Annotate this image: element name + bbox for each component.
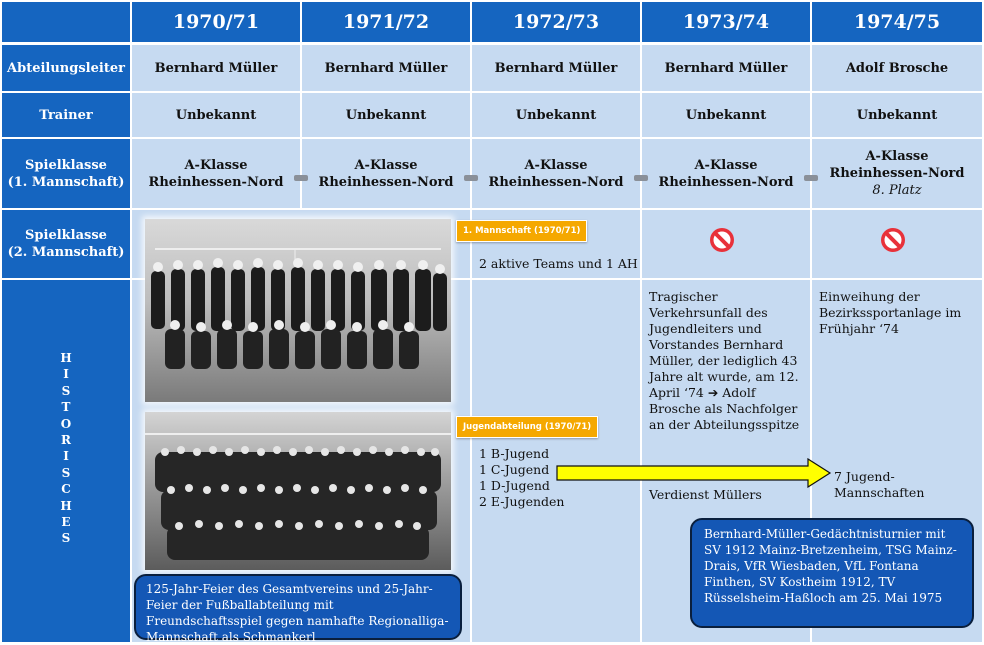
abteilungsleiter-1970: Bernhard Müller <box>132 45 300 91</box>
vertical-letter: H <box>60 498 72 513</box>
vertical-letter: S <box>61 383 71 398</box>
season-header-1973: 1973/74 <box>642 2 810 42</box>
no-entry-icon <box>709 227 735 253</box>
season-header-1971: 1971/72 <box>302 2 470 42</box>
liga-line: A-Klasse <box>354 157 418 173</box>
feier-callout <box>134 574 462 644</box>
continuation-dash <box>804 175 818 181</box>
tag-jugendabteilung: Jugendabteilung (1970/71) <box>456 416 598 438</box>
unfall-text: Tragischer Verkehrsunfall des Jugendleiters und Vorstandes Bernhard Müller, der lediglich 43 Jahre alt wurde, am 12. April ‘74 ➔ Adolf Brosche als Nachfolger an der Abteilungsspitze <box>649 289 800 432</box>
row-label-spielklasse-2 <box>2 210 130 278</box>
youth-photo-image <box>145 412 451 570</box>
trainer-1971: Unbekannt <box>302 93 470 137</box>
liga-line: A-Klasse <box>694 157 758 173</box>
trainer-1974: Unbekannt <box>812 93 982 137</box>
youth-photo <box>145 412 451 570</box>
season-header-1972: 1972/73 <box>472 2 640 42</box>
liga-line: A-Klasse <box>524 157 588 173</box>
vertical-letter: H <box>60 351 72 365</box>
spielklasse1-1971 <box>302 139 470 208</box>
jugend-list-item: 1 C-Jugend <box>479 462 550 477</box>
trainer-1973: Unbekannt <box>642 93 810 137</box>
verdienst-text: Verdienst Müllers <box>649 487 762 502</box>
jugend-mannschaften-text: 7 Jugend-Mannschaften <box>834 469 925 500</box>
turnier-callout <box>690 518 974 628</box>
liga-line: Rheinhessen-Nord <box>318 174 454 190</box>
abteilungsleiter-1971: Bernhard Müller <box>302 45 470 91</box>
vertical-letter: C <box>61 482 71 497</box>
teams-text: 2 aktive Teams und 1 AH <box>479 256 638 271</box>
corner-cell <box>2 2 130 42</box>
spielklasse1-1972 <box>472 139 640 208</box>
continuation-dash <box>294 175 308 181</box>
no-entry-icon <box>880 227 906 253</box>
row-label-abteilungsleiter: Abteilungsleiter <box>2 45 130 91</box>
vertical-letter: R <box>61 433 71 448</box>
vertical-letter: E <box>61 515 71 530</box>
vertical-letter: S <box>61 465 71 480</box>
spielklasse1-1974 <box>812 139 982 208</box>
liga-line: A-Klasse <box>184 157 248 173</box>
vertical-letter: T <box>61 400 71 415</box>
row-label-line: Spielklasse <box>25 157 107 173</box>
trainer-1970: Unbekannt <box>132 93 300 137</box>
row-label-trainer: Trainer <box>2 93 130 137</box>
abteilungsleiter-1973: Bernhard Müller <box>642 45 810 91</box>
historisches-vertical-label <box>58 350 74 547</box>
continuation-dash <box>464 175 478 181</box>
row-label-spielklasse-1 <box>2 139 130 208</box>
jugend-list-item: 2 E-Jugenden <box>479 494 565 509</box>
vertical-letter: O <box>60 416 72 431</box>
spielklasse1-1973 <box>642 139 810 208</box>
turnier-text: Bernhard-Müller-Gedächtnisturnier mit SV 1912 Mainz-Bretzenheim, TSG Mainz-Drais, VfR Wiesbaden, VfL Fontana Finthen, SV Kostheim 1912, TV Rüsselsheim-Haßloch am 25. Mai 1975 <box>704 527 957 605</box>
row-label-line: (2. Mannschaft) <box>7 245 125 260</box>
abteilungsleiter-1974: Adolf Brosche <box>812 45 982 91</box>
tag-1-mannschaft: 1. Mannschaft (1970/71) <box>456 220 587 242</box>
jugend-list-item: 1 B-Jugend <box>479 446 550 461</box>
row-label-line: Spielklasse <box>25 228 107 243</box>
yellow-arrow-icon <box>556 458 832 488</box>
spielklasse1-1970 <box>132 139 300 208</box>
jugend-list <box>479 446 564 510</box>
liga-line: Rheinhessen-Nord <box>658 174 794 190</box>
einweihung-text: Einweihung der Bezirkssportanlage im Frühjahr ‘74 <box>819 289 962 336</box>
team-photo-image <box>145 219 451 402</box>
liga-line: Rheinhessen-Nord <box>829 166 965 181</box>
continuation-dash <box>634 175 648 181</box>
vertical-letter: S <box>61 531 71 546</box>
platz-text: 8. Platz <box>872 183 922 198</box>
season-header-1970: 1970/71 <box>132 2 300 42</box>
vertical-letter: I <box>63 367 69 382</box>
liga-line: Rheinhessen-Nord <box>488 174 624 190</box>
abteilungsleiter-1972: Bernhard Müller <box>472 45 640 91</box>
trainer-1972: Unbekannt <box>472 93 640 137</box>
jugend-list-item: 1 D-Jugend <box>479 478 550 493</box>
liga-line: Rheinhessen-Nord <box>148 174 284 190</box>
season-header-1974: 1974/75 <box>812 2 982 42</box>
team-photo <box>145 219 451 402</box>
row-label-line: (1. Mannschaft) <box>7 174 125 190</box>
feier-text: 125-Jahr-Feier des Gesamtvereins und 25-Jahr-Feier der Fußballabteilung mit Freundschaftsspiel gegen namhafte Regionalliga-Mannschaft als Schmankerl <box>146 582 449 644</box>
vertical-letter: I <box>63 449 69 464</box>
liga-line: A-Klasse <box>865 149 929 164</box>
